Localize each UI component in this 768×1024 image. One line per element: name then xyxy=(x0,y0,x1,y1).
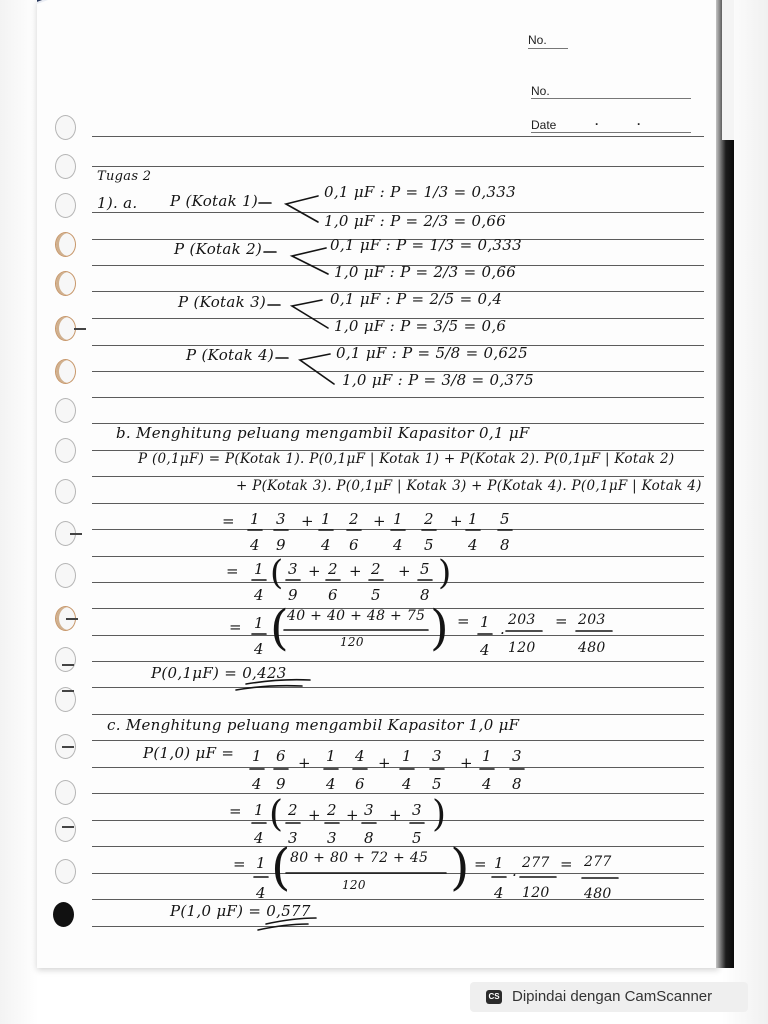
part-b-step-2-terms: 2 5 xyxy=(371,560,381,604)
plus-sign: + xyxy=(349,562,362,580)
box-4-line-1-0uf: 1,0 μF : P = 3/8 = 0,375 xyxy=(342,371,534,389)
rule-line xyxy=(92,476,704,477)
open-paren: ( xyxy=(271,838,291,896)
binder-hole xyxy=(55,271,76,296)
part-b-step-1-terms: 2 6 xyxy=(349,510,359,554)
part-b-heading: b. Menghitung peluang mengambil Kapasitor 0,1 μF xyxy=(116,424,530,442)
part-c-result: P(1,0 μF) = 0,577 xyxy=(170,902,311,920)
box-1-line-1-0uf: 1,0 μF : P = 2/3 = 0,66 xyxy=(324,212,507,230)
rule-line xyxy=(92,397,704,398)
part-c-step-3: = xyxy=(233,855,246,873)
equals-sign: = xyxy=(555,612,568,630)
part-b-sum-denominator: 120 xyxy=(340,635,364,649)
part-b-step-1-terms: 1 4 xyxy=(321,510,331,554)
binder-hole xyxy=(55,647,76,672)
plus-sign: + xyxy=(308,806,321,824)
part-b-formula-line-2: + P(Kotak 3). P(0,1μF | Kotak 3) + P(Kotak 4). P(0,1μF | Kotak 4) xyxy=(236,478,702,494)
rule-line xyxy=(92,136,704,137)
box-1-probability: P (Kotak 1) xyxy=(170,192,259,210)
top-no-line xyxy=(528,48,568,49)
binder-hole xyxy=(55,817,76,842)
part-c-step-3-terms: 1 4 xyxy=(494,854,504,902)
close-paren: ) xyxy=(432,794,447,835)
binder-hole xyxy=(53,902,74,927)
binder-hole xyxy=(55,479,76,504)
binder-hole xyxy=(55,193,76,218)
part-c-lhs: P(1,0) μF = xyxy=(143,744,235,762)
open-paren: ( xyxy=(269,794,284,835)
part-c-step-1-terms: 1 4 xyxy=(402,747,412,793)
hole-tick xyxy=(70,533,82,535)
equals-sign: = xyxy=(560,855,573,873)
hole-tick xyxy=(74,328,86,330)
part-b-step-1: = xyxy=(222,512,235,530)
plus-sign: + xyxy=(389,806,402,824)
open-paren: ( xyxy=(270,600,290,656)
rule-line xyxy=(92,661,704,662)
hole-tick xyxy=(62,664,74,666)
rule-line xyxy=(92,166,704,167)
part-c-step-3-terms: 277 120 xyxy=(522,855,550,901)
close-paren: ) xyxy=(438,553,452,593)
box-2-line-0-1uf: 0,1 μF : P = 1/3 = 0,333 xyxy=(330,236,522,254)
camscanner-badge xyxy=(470,982,748,1012)
part-c-sum-denominator: 120 xyxy=(342,878,366,892)
rule-line xyxy=(92,846,704,847)
part-c-step-3-terms: 277 480 xyxy=(584,854,612,902)
binder-cover-edge xyxy=(37,0,261,39)
rule-line xyxy=(92,582,704,583)
box-1-line-0-1uf: 0,1 μF : P = 1/3 = 0,333 xyxy=(324,183,516,201)
part-b-step-1-terms: 3 9 xyxy=(276,510,286,554)
box-3-probability: P (Kotak 3) xyxy=(178,293,267,311)
part-b-step-3-terms: 1 4 xyxy=(480,613,490,659)
date-line xyxy=(531,132,691,133)
rule-line xyxy=(92,503,704,504)
box-2-probability: P (Kotak 2) xyxy=(174,240,263,258)
hole-tick xyxy=(66,618,78,620)
rule-line xyxy=(92,687,704,688)
part-c-step-1-terms: 1 4 xyxy=(252,747,262,793)
part-b-step-2-terms: 1 4 xyxy=(254,560,264,604)
date-label: Date xyxy=(531,118,557,132)
binder-hole xyxy=(55,232,76,257)
binder-hole xyxy=(55,115,76,140)
hole-tick xyxy=(62,826,74,828)
binder-hole xyxy=(55,316,76,341)
no-line xyxy=(531,98,691,99)
assignment-title: Tugas 2 xyxy=(97,169,152,184)
part-c-step-1-terms: 1 4 xyxy=(482,747,492,793)
binder-hole xyxy=(55,859,76,884)
part-b-sum-numerator: 40 + 40 + 48 + 75 xyxy=(287,608,426,624)
part-c-step-1-terms: 6 9 xyxy=(276,747,286,793)
page-edge-shadow xyxy=(716,0,734,968)
part-c-step-2-terms: 2 3 xyxy=(288,801,298,847)
rule-line xyxy=(92,926,704,927)
binder-hole xyxy=(55,780,76,805)
no-label: No. xyxy=(531,84,550,98)
part-b-step-1-terms: 5 8 xyxy=(500,510,510,554)
camscanner-caption: Dipindai dengan CamScanner xyxy=(512,988,713,1005)
plus-sign: + xyxy=(460,754,473,772)
equals-sign: = xyxy=(474,855,487,873)
rule-line xyxy=(92,899,704,900)
part-b-step-1-terms: 2 5 xyxy=(424,510,434,554)
part-b-result: P(0,1μF) = 0,423 xyxy=(151,664,287,682)
part-c-step-2-terms: 1 4 xyxy=(254,801,264,847)
box-2-line-1-0uf: 1,0 μF : P = 2/3 = 0,66 xyxy=(334,263,517,281)
plus-sign: + xyxy=(373,512,386,530)
part-b-step-1-terms: 1 4 xyxy=(468,510,478,554)
part-b-formula-line-1: P (0,1μF) = P(Kotak 1). P(0,1μF | Kotak 1) + P(Kotak 2). P(0,1μF | Kotak 2) xyxy=(138,451,675,467)
rule-line xyxy=(92,793,704,794)
part-b-step-2: = xyxy=(226,562,239,580)
rule-line xyxy=(92,714,704,715)
part-c-step-1-terms: 1 4 xyxy=(326,747,336,793)
hole-tick xyxy=(62,690,74,692)
plus-sign: + xyxy=(346,806,359,824)
date-separator-dot: . xyxy=(595,114,599,128)
top-no-label: No. xyxy=(528,33,547,47)
plus-sign: + xyxy=(308,562,321,580)
part-c-step-2-terms: 3 5 xyxy=(412,801,422,847)
equals-sign: = xyxy=(457,612,470,630)
part-b-step-3-terms: 203 120 xyxy=(508,612,536,656)
part-b-step-2-terms: 5 8 xyxy=(420,560,430,604)
part-b-step-3-terms: 1 4 xyxy=(254,614,264,658)
part-b-step-1-terms: 1 4 xyxy=(250,510,260,554)
part-c-step-1-terms: 3 8 xyxy=(512,747,522,793)
hole-tick xyxy=(62,746,74,748)
part-c-step-2: = xyxy=(229,802,242,820)
part-c-step-2-terms: 3 8 xyxy=(364,801,374,847)
camscanner-logo-icon: CS xyxy=(486,990,502,1004)
part-c-step-3-terms: 1 4 xyxy=(256,854,266,902)
rule-line xyxy=(92,873,704,874)
part-c-step-1-terms: 3 5 xyxy=(432,747,442,793)
rule-line xyxy=(92,767,704,768)
box-4-line-0-1uf: 0,1 μF : P = 5/8 = 0,625 xyxy=(336,344,528,362)
plus-sign: + xyxy=(301,512,314,530)
plus-sign: + xyxy=(298,754,311,772)
part-c-heading: c. Menghitung peluang mengambil Kapasitor 1,0 μF xyxy=(107,716,520,734)
binder-cover-corner xyxy=(37,0,261,38)
dot-operator: . xyxy=(512,862,518,880)
rule-line xyxy=(92,740,704,741)
part-b-step-2-terms: 2 6 xyxy=(328,560,338,604)
binder-hole xyxy=(55,438,76,463)
binder-hole xyxy=(55,563,76,588)
open-paren: ( xyxy=(270,553,284,593)
binder-hole xyxy=(55,398,76,423)
close-paren: ) xyxy=(450,838,470,896)
part-c-step-1-terms: 4 6 xyxy=(355,747,365,793)
rule-line xyxy=(92,635,704,636)
part-b-step-3: = xyxy=(229,618,242,636)
part-c-sum-numerator: 80 + 80 + 72 + 45 xyxy=(290,850,429,866)
date-separator-dot: . xyxy=(637,114,641,128)
part-b-step-1-terms: 1 4 xyxy=(393,510,403,554)
plus-sign: + xyxy=(450,512,463,530)
close-paren: ) xyxy=(430,600,450,656)
binder-hole xyxy=(55,154,76,179)
box-4-probability: P (Kotak 4) xyxy=(186,346,275,364)
dot-operator: . xyxy=(500,620,506,638)
box-3-line-0-1uf: 0,1 μF : P = 2/5 = 0,4 xyxy=(330,290,503,308)
binder-hole xyxy=(55,359,76,384)
page-edge-highlight xyxy=(722,0,734,140)
plus-sign: + xyxy=(378,754,391,772)
plus-sign: + xyxy=(398,562,411,580)
part-c-step-2-terms: 2 3 xyxy=(327,801,337,847)
box-3-line-1-0uf: 1,0 μF : P = 3/5 = 0,6 xyxy=(334,317,507,335)
part-b-step-2-terms: 3 9 xyxy=(288,560,298,604)
part-b-step-3-terms: 203 480 xyxy=(578,612,606,656)
part-a-label: 1). a. xyxy=(97,194,138,212)
